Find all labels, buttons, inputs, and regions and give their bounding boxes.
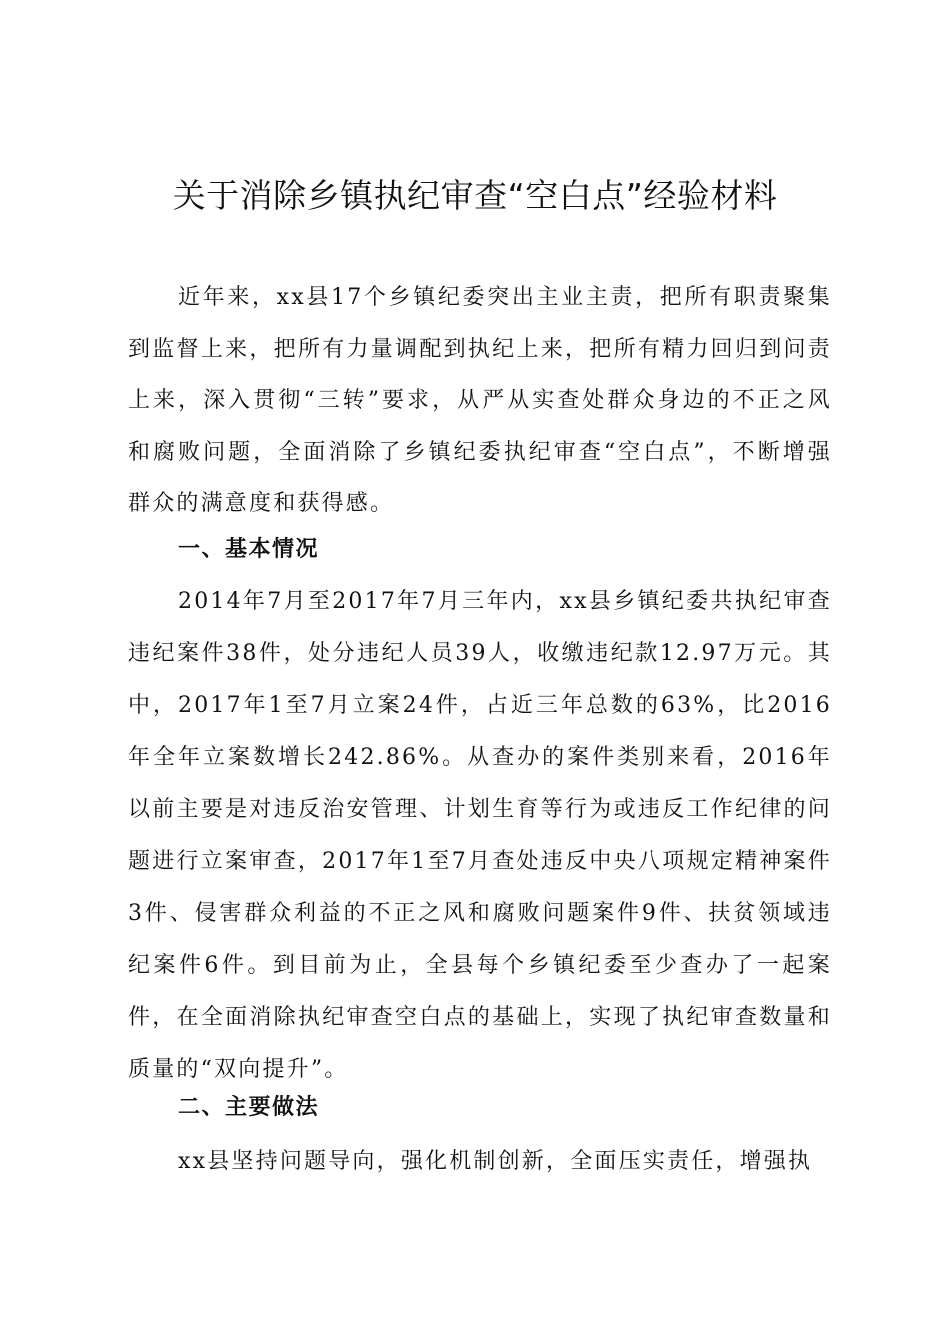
intro-paragraph: 近年来，xx县17个乡镇纪委突出主业主责，把所有职责聚集到监督上来，把所有力量调配到执纪上来，把所有精力回归到问责上来，深入贯彻“三转”要求，从严从实查处群众身边的不正之风和腐败问题，全面消除了乡镇纪委执纪审查“空白点”，不断增强群众的满意度和获得感。 [128,285,832,516]
main-practices-paragraph: xx县坚持问题导向，强化机制创新，全面压实责任，增强执 [178,1149,813,1174]
section-heading-main-practices: 二、主要做法 [178,1095,320,1120]
section-heading-basic-situation: 一、基本情况 [178,537,320,562]
document-title: 关于消除乡镇执纪审查“空白点”经验材料 [172,176,778,215]
basic-situation-paragraph: 2014年7月至2017年7月三年内，xx县乡镇纪委共执纪审查违纪案件38件，处分违纪人员39人，收缴违纪款12.97万元。其中，2017年1至7月立案24件，占近三年总数的63%，比2016年全年立案数增长242.86%。从查办的案件类别来看，2016年以前主要是对违反治安管理、计划生育等行为或违反工作纪律的问题进行立案审查，2017年1至7月查处违反中央八项规定精神案件3件、侵害群众利益的不正之风和腐败问题案件9件、扶贫领域违纪案件6件。到目前为止，全县每个乡镇纪委至少查办了一起案件，在全面消除执纪审查空白点的基础上，实现了执纪审查数量和质量的“双向提升”。 [128,589,832,1082]
